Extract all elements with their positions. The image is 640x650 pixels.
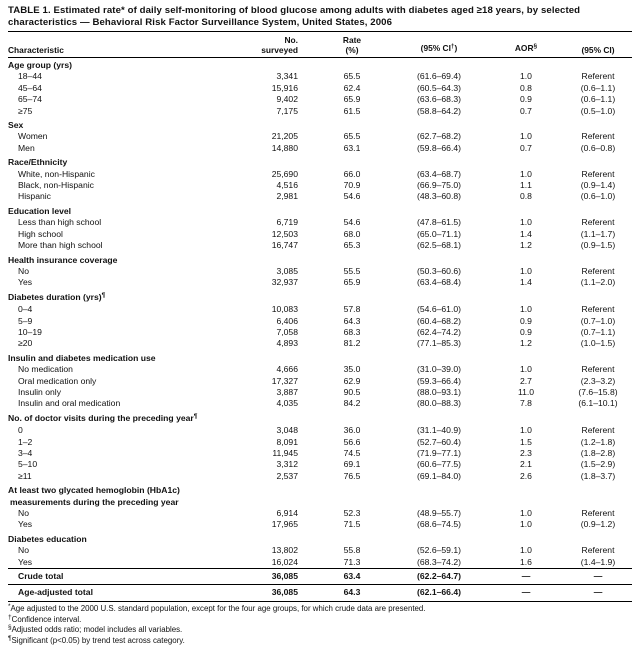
cell-aor-ci: (0.9–1.2) [580, 519, 616, 530]
cell-rate-ci: (62.1–66.4) [402, 585, 476, 601]
section-header: Health insurance coverage [8, 254, 118, 265]
cell-rate: 74.5 [343, 448, 361, 458]
table-row [8, 240, 632, 251]
cell-rate: 54.6 [343, 191, 361, 202]
cell-characteristic: Less than high school [18, 217, 102, 228]
cell-rate-ci: (54.6–61.0) [417, 304, 461, 315]
cell-rate-ci: (47.8–61.5) [417, 217, 461, 228]
cell-rate: 57.8 [343, 304, 361, 315]
cell-aor-ci: (1.8–2.8) [580, 448, 616, 458]
cell-aor-ci: Referent [581, 217, 615, 228]
table-row [8, 338, 632, 349]
cell-aor-ci: (1.0–1.5) [580, 338, 616, 349]
cell-aor: 2.7 [520, 375, 532, 386]
cell-no-surveyed: 25,690 [271, 168, 298, 179]
cell-rate: 62.9 [343, 375, 361, 386]
cell-characteristic: No [18, 265, 29, 276]
table-row [8, 277, 632, 288]
table-row [8, 557, 632, 569]
cell-characteristic: No medication [18, 364, 73, 375]
cell-aor: 1.5 [520, 436, 532, 447]
cell-rate: 65.3 [343, 240, 361, 251]
cell-aor: 1.0 [520, 304, 532, 315]
cell-rate: 62.4 [343, 82, 361, 93]
cell-no-surveyed: 12,503 [271, 228, 298, 239]
column-header-characteristic: Characteristic [8, 32, 232, 58]
cell-aor-ci: (1.8–3.7) [580, 470, 616, 481]
cell-no-surveyed: 7,058 [276, 326, 298, 337]
section-header: Diabetes duration (yrs)¶ [8, 291, 106, 302]
cell-rate: 63.4 [302, 569, 402, 585]
cell-aor: 2.6 [520, 470, 532, 481]
header-row [8, 32, 632, 58]
cell-aor-ci: (1.2–1.8) [580, 436, 616, 447]
cell-no-surveyed: 6,406 [276, 315, 298, 326]
table-row [8, 459, 632, 470]
cell-rate-ci: (50.3–60.6) [417, 265, 461, 276]
cell-aor: 0.8 [520, 191, 532, 202]
section-header: Sex [8, 120, 24, 131]
cell-aor-ci: Referent [581, 131, 615, 142]
cell-aor-ci: (1.1–1.7) [580, 228, 616, 239]
cell-characteristic: More than high school [18, 240, 103, 251]
cell-rate-ci: (66.9–75.0) [417, 180, 461, 191]
cell-aor: 0.9 [520, 94, 532, 105]
cell-aor-ci: (0.9–1.5) [580, 240, 616, 251]
cell-no-surveyed: 6,719 [276, 217, 298, 228]
footnote: §Adjusted odds ratio; model includes all variables. [8, 624, 183, 635]
table-row [8, 387, 632, 398]
cell-no-surveyed: 32,937 [271, 277, 298, 288]
cell-rate: 70.9 [343, 180, 361, 191]
section-header-row [8, 203, 632, 217]
cell-rate-ci: (52.7–60.4) [417, 436, 461, 447]
section-header-row [8, 289, 632, 304]
cell-aor: 1.1 [520, 180, 532, 191]
table-row [8, 327, 632, 338]
cell-aor: 1.6 [520, 556, 532, 567]
section-header-row [8, 531, 632, 545]
cell-characteristic: 65–74 [18, 94, 42, 105]
cell-rate-ci: (60.6–77.5) [417, 459, 461, 470]
cell-no-surveyed: 16,747 [271, 240, 298, 251]
cell-characteristic: ≥20 [18, 338, 33, 349]
cell-characteristic: White, non-Hispanic [18, 168, 95, 179]
section-header-row [8, 252, 632, 266]
cell-rate-ci: (68.6–74.5) [417, 519, 461, 530]
cell-rate: 65.9 [343, 277, 361, 288]
table-row [8, 519, 632, 530]
cell-aor: 1.0 [520, 217, 532, 228]
cell-rate: 68.3 [343, 326, 361, 337]
cell-characteristic: 18–44 [18, 71, 42, 82]
table-row [8, 364, 632, 375]
total-row [8, 569, 632, 585]
cell-aor: — [476, 585, 576, 601]
cell-rate-ci: (58.8–64.2) [417, 105, 461, 116]
cell-rate-ci: (77.1–85.3) [417, 338, 461, 349]
table-row [8, 471, 632, 482]
cell-aor-ci: (1.1–2.0) [580, 277, 616, 288]
cell-aor: 1.0 [520, 364, 532, 375]
cell-aor: 1.0 [520, 265, 532, 276]
cell-rate: 90.5 [343, 386, 361, 397]
cell-rate: 36.0 [343, 425, 361, 436]
cell-rate: 64.3 [343, 315, 361, 326]
section-header-row [8, 482, 632, 508]
cell-aor-ci: Referent [581, 168, 615, 179]
table-row [8, 229, 632, 240]
cell-no-surveyed: 4,516 [276, 180, 298, 191]
cell-characteristic: Oral medication only [18, 375, 97, 386]
cell-rate: 71.5 [343, 519, 361, 530]
cell-rate-ci: (63.4–68.4) [417, 277, 461, 288]
cell-aor-ci: — [576, 569, 632, 585]
cell-aor: — [476, 569, 576, 585]
cell-aor-ci: — [576, 585, 632, 601]
cell-rate: 61.5 [343, 105, 361, 116]
cell-rate: 52.3 [343, 508, 361, 519]
cell-rate: 35.0 [343, 364, 361, 375]
section-header: Education level [8, 205, 72, 216]
table-row [8, 131, 632, 142]
cell-no-surveyed: 3,085 [276, 265, 298, 276]
cell-aor-ci: Referent [581, 71, 615, 82]
table-row [8, 545, 632, 556]
cell-no-surveyed: 17,965 [271, 519, 298, 530]
section-header-row [8, 410, 632, 425]
cell-no-surveyed: 9,402 [276, 94, 298, 105]
section-header-row [8, 117, 632, 131]
footnote: †Confidence interval. [8, 613, 82, 624]
cell-aor-ci: (0.6–1.1) [580, 94, 616, 105]
cell-rate: 81.2 [343, 338, 361, 349]
cell-aor-ci: Referent [581, 265, 615, 276]
cell-aor: 1.4 [520, 228, 532, 239]
cell-no-surveyed: 36,085 [232, 569, 302, 585]
cell-no-surveyed: 21,205 [271, 131, 298, 142]
cell-aor: 11.0 [517, 386, 535, 397]
cell-aor: 1.2 [520, 240, 532, 251]
section-header: At least two glycated hemoglobin (HbA1c) measurements during the preceding year [8, 485, 180, 507]
table-row [8, 437, 632, 448]
cell-rate-ci: (62.5–68.1) [417, 240, 461, 251]
table-row [8, 376, 632, 387]
cell-rate-ci: (60.5–64.3) [417, 82, 461, 93]
cell-characteristic: 3–4 [18, 448, 33, 458]
cell-aor: 1.0 [520, 131, 532, 142]
section-header: Diabetes education [8, 533, 87, 544]
cell-characteristic: No [18, 545, 29, 556]
cell-aor-ci: (0.6–0.8) [580, 142, 616, 153]
cell-rate-ci: (62.2–64.7) [402, 569, 476, 585]
cell-characteristic: No [18, 508, 29, 519]
cell-characteristic: Women [18, 131, 48, 142]
cell-rate-ci: (68.3–74.2) [417, 556, 461, 567]
cell-aor-ci: Referent [581, 545, 615, 556]
cell-rate-ci: (62.4–74.2) [417, 326, 461, 337]
cell-aor: 2.3 [520, 448, 532, 458]
cell-rate-ci: (88.0–93.1) [417, 386, 461, 397]
table-row [8, 398, 632, 409]
cell-aor: 1.0 [520, 168, 532, 179]
cell-rate-ci: (61.6–69.4) [417, 71, 461, 82]
cell-characteristic: 45–64 [18, 82, 42, 93]
cell-aor-ci: Referent [581, 364, 615, 375]
cell-aor-ci: (0.6–1.1) [580, 82, 616, 93]
column-header-aor-ci: (95% CI) [576, 32, 632, 58]
cell-rate: 54.6 [343, 217, 361, 228]
section-header-row [8, 58, 632, 72]
cell-characteristic: Yes [18, 556, 33, 567]
section-header: No. of doctor visits during the preceding year¶ [8, 412, 198, 423]
cell-no-surveyed: 6,914 [276, 508, 298, 519]
cell-characteristic: Black, non-Hispanic [18, 180, 94, 191]
cell-rate-ci: (52.6–59.1) [417, 545, 461, 556]
cell-aor: 7.8 [520, 398, 532, 409]
statistics-table [8, 31, 632, 602]
cell-no-surveyed: 17,327 [271, 375, 298, 386]
cell-rate-ci: (59.8–66.4) [417, 142, 461, 153]
cell-rate-ci: (65.0–71.1) [417, 228, 461, 239]
table-body [8, 58, 632, 602]
cell-rate-ci: (80.0–88.3) [417, 398, 461, 409]
cell-rate: 56.6 [343, 436, 361, 447]
cell-no-surveyed: 2,981 [276, 191, 298, 202]
cell-rate-ci: (59.3–66.4) [417, 375, 461, 386]
cell-aor-ci: (0.7–1.1) [580, 326, 616, 337]
column-header-no-surveyed: No. surveyed [232, 32, 302, 58]
cell-characteristic: Insulin only [18, 386, 61, 397]
cell-rate-ci: (31.1–40.9) [417, 425, 461, 436]
section-header-row [8, 350, 632, 364]
total-row [8, 585, 632, 601]
cell-characteristic: ≥75 [18, 105, 33, 116]
table-row [8, 191, 632, 202]
cell-rate-ci: (48.9–55.7) [417, 508, 461, 519]
cell-rate-ci: (69.1–84.0) [417, 470, 461, 481]
cell-aor: 0.7 [520, 142, 532, 153]
table-row [8, 106, 632, 117]
cell-aor-ci: (0.7–1.0) [580, 315, 616, 326]
table-row [8, 508, 632, 519]
table-row [8, 169, 632, 180]
cell-characteristic: ≥11 [18, 470, 32, 481]
cell-aor: 1.0 [520, 508, 532, 519]
cell-no-surveyed: 4,893 [276, 338, 298, 349]
table-row [8, 316, 632, 327]
cell-rate: 66.0 [343, 168, 361, 179]
cell-no-surveyed: 3,887 [276, 386, 298, 397]
table-row [8, 143, 632, 154]
cell-rate: 63.1 [343, 142, 361, 153]
cell-rate: 55.8 [343, 545, 361, 556]
table-row [8, 304, 632, 315]
cell-no-surveyed: 14,880 [271, 142, 298, 153]
cell-no-surveyed: 4,666 [276, 364, 298, 375]
cell-no-surveyed: 3,341 [276, 71, 298, 82]
cell-rate: 65.5 [343, 71, 361, 82]
table-row [8, 266, 632, 277]
cell-rate-ci: (63.4–68.7) [417, 168, 461, 179]
column-header-rate: Rate (%) [302, 32, 402, 58]
cell-no-surveyed: 4,035 [276, 398, 298, 409]
cell-aor-ci: Referent [581, 508, 615, 519]
cell-rate: 71.3 [343, 556, 361, 567]
cell-rate-ci: (63.6–68.3) [417, 94, 461, 105]
cell-no-surveyed: 10,083 [271, 304, 298, 315]
cell-aor-ci: (7.6–15.8) [578, 386, 618, 397]
table-header [8, 32, 632, 58]
cell-rate: 64.3 [302, 585, 402, 601]
cell-rate-ci: (31.0–39.0) [417, 364, 461, 375]
footnote: *Age adjusted to the 2000 U.S. standard population, except for the four age groups, for which crude data are presented. [8, 602, 426, 613]
cell-no-surveyed: 15,916 [271, 82, 298, 93]
cell-aor: 1.2 [520, 338, 532, 349]
cell-rate: 65.5 [343, 131, 361, 142]
cell-characteristic: Crude total [8, 569, 232, 585]
cell-aor: 1.0 [520, 545, 532, 556]
section-header-row [8, 154, 632, 168]
table-row [8, 83, 632, 94]
cell-rate: 55.5 [343, 265, 361, 276]
cell-characteristic: Age-adjusted total [8, 585, 232, 601]
table-row [8, 94, 632, 105]
column-header-rate-ci: (95% CI†) [402, 32, 476, 58]
cell-aor: 0.9 [520, 326, 532, 337]
cell-no-surveyed: 3,048 [276, 425, 298, 436]
cell-rate: 65.9 [343, 94, 361, 105]
cell-aor: 0.7 [520, 105, 532, 116]
table-title: TABLE 1. Estimated rate* of daily self-monitoring of blood glucose among adults with diabetes aged ≥18 years, by selected characteristics — Behavioral Risk Factor Surveillance System, United States, 2006 [8, 5, 581, 28]
table-row [8, 425, 632, 436]
footnotes [8, 604, 632, 647]
section-header: Age group (yrs) [8, 60, 72, 70]
cell-characteristic: 0 [18, 425, 23, 436]
cell-characteristic: 10–19 [18, 326, 42, 337]
table-row [8, 217, 632, 228]
cell-no-surveyed: 13,802 [271, 545, 298, 556]
cell-aor: 1.4 [520, 277, 532, 288]
cell-aor-ci: (0.9–1.4) [580, 180, 616, 191]
cell-rate: 68.0 [343, 228, 361, 239]
table-row [8, 448, 632, 459]
cell-no-surveyed: 8,091 [276, 436, 298, 447]
cell-aor: 1.0 [520, 519, 532, 530]
cell-characteristic: Yes [18, 519, 33, 530]
table-row [8, 180, 632, 191]
cell-characteristic: 5–10 [18, 459, 38, 470]
cell-characteristic: 5–9 [18, 315, 33, 326]
cell-characteristic: 0–4 [18, 304, 33, 315]
cell-rate-ci: (60.4–68.2) [417, 315, 461, 326]
section-header: Insulin and diabetes medication use [8, 352, 156, 363]
cell-aor-ci: (0.5–1.0) [580, 105, 616, 116]
cell-aor: 0.8 [520, 82, 532, 93]
cell-rate-ci: (71.9–77.1) [417, 448, 461, 458]
cell-aor-ci: (6.1–10.1) [578, 398, 618, 409]
cell-characteristic: Insulin and oral medication [18, 398, 121, 409]
cell-aor: 0.9 [520, 315, 532, 326]
cell-aor-ci: Referent [581, 304, 615, 315]
cell-no-surveyed: 7,175 [276, 105, 298, 116]
cell-rate-ci: (48.3–60.8) [417, 191, 461, 202]
cell-no-surveyed: 11,945 [272, 448, 298, 458]
cell-characteristic: Yes [18, 277, 33, 288]
cell-aor-ci: (2.3–3.2) [580, 375, 616, 386]
cell-no-surveyed: 3,312 [276, 459, 298, 470]
footnote: ¶Significant (p<0.05) by trend test across category. [8, 635, 185, 646]
cell-no-surveyed: 16,024 [271, 556, 298, 567]
table-row [8, 71, 632, 82]
cell-aor: 1.0 [520, 71, 532, 82]
cell-aor-ci: (1.4–1.9) [580, 556, 616, 567]
cell-rate: 69.1 [343, 459, 361, 470]
column-header-aor: AOR§ [476, 32, 576, 58]
cell-aor: 1.0 [520, 425, 532, 436]
section-header: Race/Ethnicity [8, 157, 68, 168]
cell-no-surveyed: 36,085 [232, 585, 302, 601]
cell-rate: 76.5 [343, 470, 361, 481]
cell-characteristic: Hispanic [18, 191, 51, 202]
cell-aor-ci: (1.5–2.9) [580, 459, 616, 470]
cell-aor-ci: Referent [581, 425, 615, 436]
cell-characteristic: High school [18, 228, 63, 239]
cell-characteristic: Men [18, 142, 35, 153]
cell-rate: 84.2 [343, 398, 361, 409]
cell-aor-ci: (0.6–1.0) [580, 191, 616, 202]
cell-aor: 2.1 [520, 459, 532, 470]
cell-characteristic: 1–2 [18, 436, 33, 447]
cell-no-surveyed: 2,537 [276, 470, 298, 481]
cell-rate-ci: (62.7–68.2) [417, 131, 461, 142]
